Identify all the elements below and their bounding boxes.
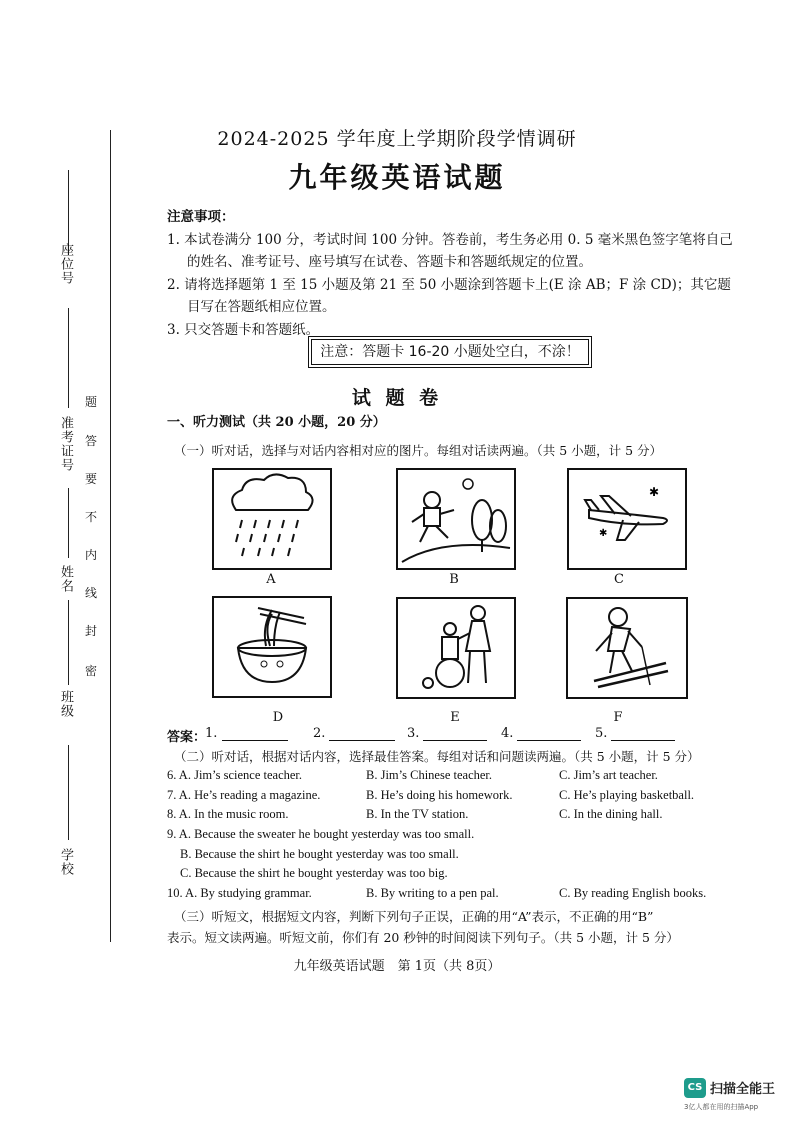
picture-f — [566, 597, 688, 699]
answer-slot-number: 3. — [407, 726, 420, 741]
binding-line — [110, 130, 111, 942]
answer-blank-5[interactable] — [611, 740, 675, 741]
paper-title: 试 题 卷 — [351, 387, 443, 409]
svg-text:✱: ✱ — [599, 528, 608, 539]
part1-instructions: （一）听对话，选择与对话内容相对应的图片。每组对话读两遍。（共 5 小题，计 5 分） — [174, 443, 663, 458]
class-label: 班级 — [58, 690, 73, 718]
answer-slot-number: 4. — [501, 726, 514, 741]
seal-char: 答 — [85, 434, 98, 448]
class-blank[interactable] — [68, 600, 69, 685]
part3-instructions: （三）听短文，根据短文内容，判断下列句子正误，正确的用“A”表示，不正确的用“B” — [174, 909, 654, 924]
picture-label: A — [266, 572, 276, 587]
skier-icon — [568, 599, 686, 697]
note-item: 1. 本试卷满分 100 分，考试时间 100 分钟。答卷前，考生务必用 0. 5 毫米黑色签字笔将自己的姓名、准考证号、座号填写在试卷、答题卡和答题纸规定的位置。 — [167, 231, 733, 270]
name-blank[interactable] — [68, 488, 69, 558]
section-title: 一、听力测试（共 20 小题，20 分） — [167, 415, 386, 430]
picture-e — [396, 597, 516, 699]
name-label: 姓名 — [58, 565, 73, 593]
exam-title: 九年级英语试题 — [288, 161, 506, 194]
watermark-tagline: 3亿人都在用的扫描App — [684, 1103, 759, 1111]
seat-label: 座位号 — [58, 243, 73, 285]
exam-subtitle: 2024-2025 学年度上学期阶段学情调研 — [217, 128, 577, 150]
answer-blank-1[interactable] — [222, 740, 288, 741]
warning-box: 注意：答题卡 16-20 小题处空白，不涂！ — [311, 339, 589, 365]
option: B. In the TV station. — [366, 807, 469, 821]
option: 9. A. Because the sweater he bought yesterday was too small. — [167, 827, 475, 841]
answer-blank-2[interactable] — [329, 740, 395, 741]
seal-char: 封 — [85, 624, 98, 638]
option: B. By writing to a pen pal. — [366, 886, 499, 900]
picture-c — [567, 468, 687, 570]
cs-logo-icon: CS — [684, 1078, 706, 1098]
answer-slot-number: 2. — [313, 726, 326, 741]
school-blank[interactable] — [68, 745, 69, 840]
picture-label: E — [450, 710, 460, 725]
picture-d — [212, 596, 332, 698]
option: C. Jim’s art teacher. — [559, 768, 658, 782]
option: 6. A. Jim’s science teacher. — [167, 768, 303, 782]
notes-heading: 注意事项： — [167, 209, 235, 225]
option: C. In the dining hall. — [559, 807, 663, 821]
noodle-bowl-icon — [214, 598, 330, 696]
answer-line — [167, 726, 727, 745]
seal-char: 密 — [85, 664, 98, 678]
part3-instructions-cont: 表示。短文读两遍。听短文前，你们有 20 秒钟的时间阅读下列句子。（共 5 小题，计 5 分） — [167, 930, 679, 945]
school-label: 学校 — [58, 848, 73, 876]
option: 10. A. By studying grammar. — [167, 886, 312, 900]
svg-text:✱: ✱ — [649, 485, 660, 499]
picture-label: B — [449, 572, 459, 587]
answer-slot-number: 1. — [205, 726, 218, 741]
picture-label: D — [272, 710, 284, 725]
rain-cloud-icon — [214, 470, 330, 568]
seal-char: 不 — [85, 510, 98, 524]
seal-char: 题 — [85, 395, 98, 409]
seal-char: 要 — [85, 472, 98, 486]
picture-a — [212, 468, 332, 570]
option: B. Jim’s Chinese teacher. — [366, 768, 493, 782]
option: 8. A. In the music room. — [167, 807, 289, 821]
seal-char: 内 — [85, 548, 98, 562]
option: B. He’s doing his homework. — [366, 788, 513, 802]
watermark-brand: 扫描全能王 — [710, 1082, 776, 1097]
option: C. By reading English books. — [559, 886, 707, 900]
option: C. Because the shirt he bought yesterday was too big. — [180, 866, 448, 880]
picture-label: C — [614, 572, 624, 587]
exam-number-label: 准考证号 — [58, 416, 73, 472]
answer-blank-3[interactable] — [423, 740, 487, 741]
airplane-icon — [569, 470, 685, 568]
answer-slot-number: 5. — [595, 726, 608, 741]
wheelchair-icon — [398, 599, 514, 697]
option: 7. A. He’s reading a magazine. — [167, 788, 321, 802]
note-item: 3. 只交答题卡和答题纸。 — [167, 321, 320, 338]
answer-label: 答案： — [167, 730, 207, 745]
notes-block — [167, 206, 737, 341]
boy-walking-icon — [398, 470, 514, 568]
option: B. Because the shirt he bought yesterday was too small. — [180, 847, 459, 861]
page-footer: 九年级英语试题 第 1页（共 8页） — [293, 959, 501, 974]
part2-instructions: （二）听对话，根据对话内容，选择最佳答案。每组对话和问题读两遍。（共 5 小题，计 5 分） — [174, 749, 700, 764]
option: C. He’s playing basketball. — [559, 788, 695, 802]
scanner-watermark — [684, 1076, 790, 1116]
answer-blank-4[interactable] — [517, 740, 581, 741]
note-item: 2. 请将选择题第 1 至 15 小题及第 21 至 50 小题涂到答题卡上(E 涂 AB；F 涂 CD)；其它题目写在答题纸相应位置。 — [167, 276, 731, 315]
seal-char: 线 — [85, 586, 98, 600]
picture-label: F — [613, 710, 623, 725]
picture-b — [396, 468, 516, 570]
